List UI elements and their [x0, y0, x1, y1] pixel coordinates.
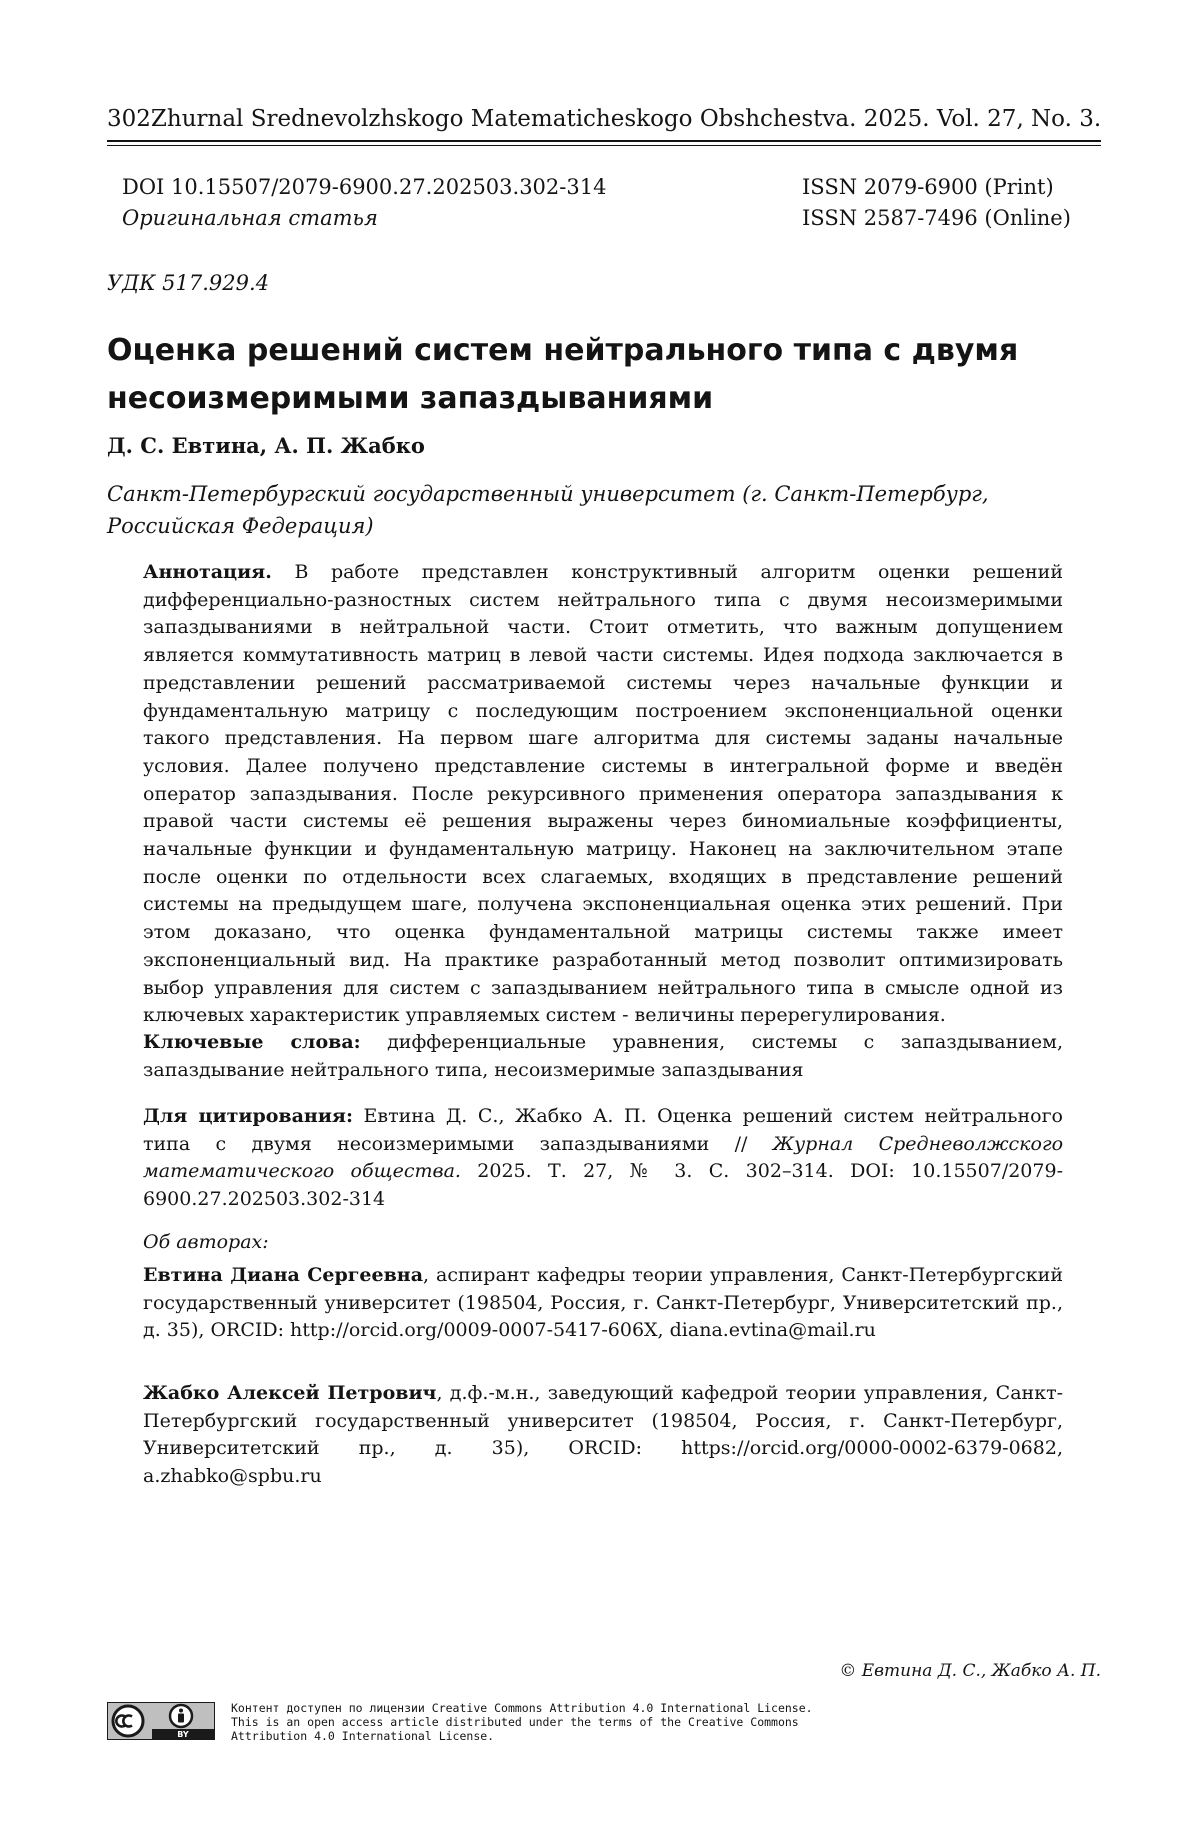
author-name: Евтина Диана Сергеевна — [143, 1264, 424, 1286]
affiliation: Санкт-Петербургский государственный университет (г. Санкт-Петербург, Российская Федерация) — [107, 482, 989, 538]
about-authors-heading: Об авторах: — [143, 1231, 269, 1253]
citation-journal: Журнал Средневолжского математического общества. — [143, 1132, 1064, 1183]
badge-label: BY — [177, 1730, 189, 1739]
header-rule-top — [107, 140, 1101, 142]
author-name: Жабко Алексей Петрович — [143, 1382, 437, 1404]
citation-label: Для цитирования: — [143, 1105, 353, 1127]
citation — [143, 1103, 1063, 1214]
copyright-notice: © Евтина Д. С., Жабко А. П. — [839, 1661, 1101, 1681]
license-line: Контент доступен по лицензии Creative Commons Attribution 4.0 International License. — [231, 1701, 813, 1715]
keywords-text: дифференциальные уравнения, системы с запаздыванием, запаздывание нейтрального типа, несоизмеримые запаздывания — [143, 1031, 1063, 1081]
author-details: , аспирант кафедры теории управления, Санкт-Петербургский государственный университет (198504, Россия, г. Санкт-Петербург, Университетский пр., д. 35), ORCID: http://orcid.org/0009-0007-5417-606X, diana.evtina@mail.ru — [143, 1264, 1063, 1342]
license-line: This is an open access article distributed under the terms of the Creative Commons — [231, 1715, 799, 1729]
author-list: Д. С. Евтина, А. П. Жабко — [107, 433, 425, 458]
article-title: Оценка решений систем нейтрального типа с двумя несоизмеримыми запаздываниями — [107, 333, 1019, 416]
running-head — [107, 104, 1101, 134]
issn-online: ISSN 2587-7496 (Online) — [802, 206, 1071, 230]
cc-by-logo-icon — [108, 1703, 214, 1739]
abstract-text: В работе представлен конструктивный алгоритм оценки решений дифференциально-разностных систем нейтрального типа с двумя несоизмеримыми запаздываниями в нейтральной части. Стоит отметить, что важным допущением является коммутативность матриц в левой части системы. Идея подхода заключается в представлении решений рассматриваемой системы через начальные функции и фундаментальную матрицу с последующим построением экспоненциальной оценки такого представления. На первом шаге алгоритма для системы заданы начальные условия. Далее получено представление системы в интегральной форме и введён оператор запаздывания. После рекурсивного применения оператора запаздывания к правой части системы её решения выражены через биномиальные коэффициенты, начальные функции и фундаментальную матрицу. Наконец на заключительном этапе после оценки по отдельности всех слагаемых, входящих в представление решений системы на предыдущем шаге, получена экспоненциальная оценка этих решений. При этом доказано, что оценка фундаментальной матрицы системы также имеет экспоненциальный вид. На практике разработанный метод позволит оптимизировать выбор управления для систем с запаздыванием нейтрального типа в смысле одной из ключевых характеристик управляемых систем - величины перерегулирования. — [143, 561, 1064, 1027]
cc-by-license-badge — [107, 1702, 215, 1740]
license-line: Attribution 4.0 International License. — [231, 1729, 495, 1743]
article-meta-left — [122, 172, 606, 234]
citation-text-before: Евтина Д. С., Жабко А. П. Оценка решений систем нейтрального типа с двумя несоизмеримыми запаздываниями // — [143, 1105, 1063, 1155]
author-info — [143, 1380, 1063, 1491]
keywords-label: Ключевые слова: — [143, 1031, 361, 1053]
journal-line: Zhurnal Srednevolzhskogo Matematicheskogo Obshchestva. 2025. Vol. 27, No. 3. — [150, 106, 1102, 132]
article-type: Оригинальная статья — [122, 206, 378, 230]
issn-print: ISSN 2079-6900 (Print) — [802, 175, 1054, 199]
license-text — [231, 1701, 931, 1743]
doi: DOI 10.15507/2079-6900.27.202503.302-314 — [122, 175, 607, 199]
abstract — [143, 559, 1063, 1030]
author-details: , д.ф.-м.н., заведующий кафедрой теории управления, Санкт-Петербургский государственный университет (198504, Россия, г. Санкт-Петербург, Университетский пр., д. 35), ORCID: https://orcid.org/0000-0002-6379-0682, a.zhabko@spbu.ru — [143, 1382, 1063, 1488]
author-info — [143, 1262, 1063, 1345]
article-meta-right — [802, 172, 1071, 234]
abstract-label: Аннотация. — [143, 561, 272, 583]
header-rule-bottom — [107, 145, 1101, 146]
page-number: 302 — [107, 106, 151, 132]
citation-text-after: 2025. Т. 27, № 3. С. 302–314. DOI: 10.15507/2079-6900.27.202503.302-314 — [143, 1160, 1063, 1211]
udc-code: УДК 517.929.4 — [107, 271, 270, 295]
keywords — [143, 1029, 1063, 1084]
